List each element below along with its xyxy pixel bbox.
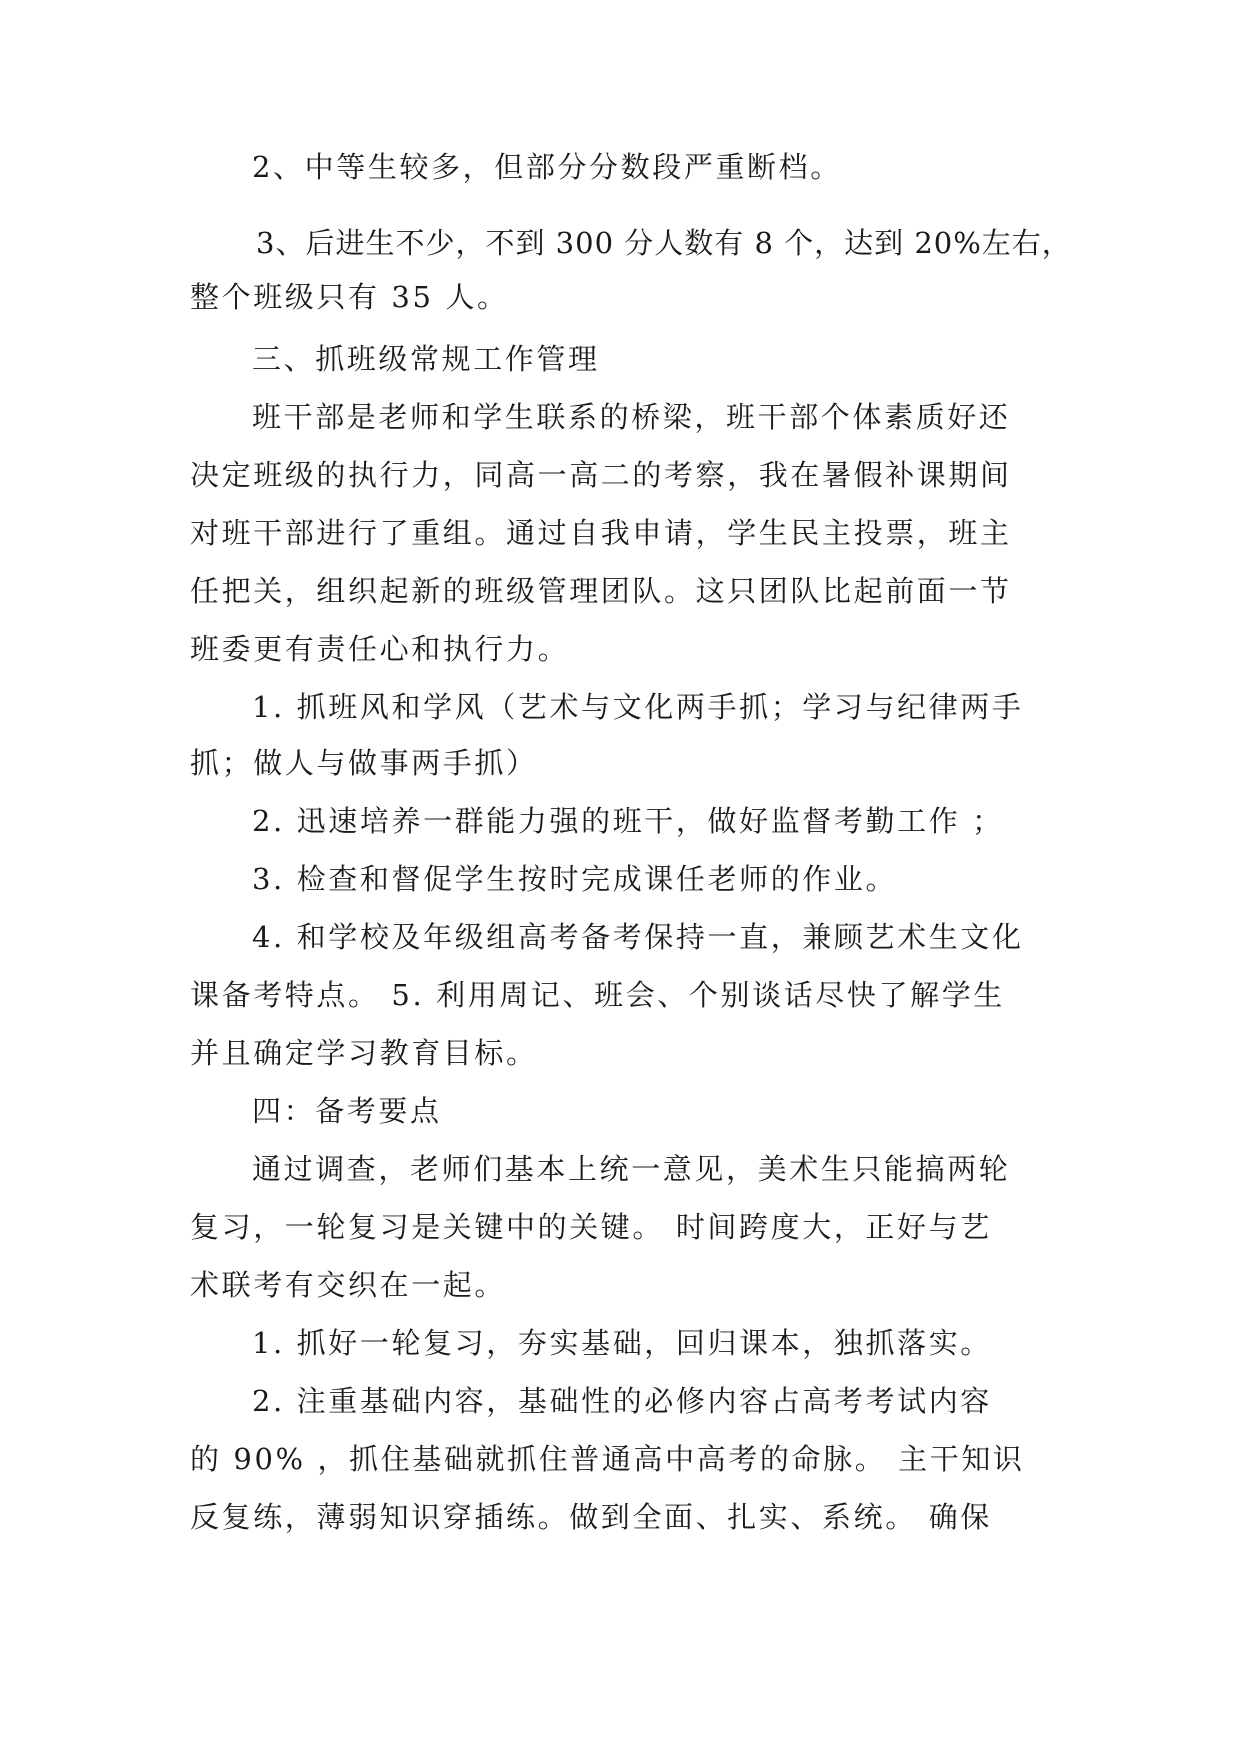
text-line: 反复练，薄弱知识穿插练。做到全面、扎实、系统。 确保 (190, 1500, 992, 1534)
text-line: 班委更有责任心和执行力。 (190, 632, 570, 666)
text-line: 1. 抓好一轮复习，夯实基础，回归课本，独抓落实。 (252, 1326, 992, 1360)
text-line: 3. 检查和督促学生按时完成课任老师的作业。 (252, 862, 898, 896)
text-line: 整个班级只有 35 人。 (190, 280, 509, 314)
text-line: 课备考特点。 5. 利用周记、班会、个别谈话尽快了解学生 (190, 978, 1005, 1012)
text-line: 决定班级的执行力，同高一高二的考察，我在暑假补课期间 (190, 458, 1012, 492)
text-line: 2、中等生较多，但部分分数段严重断档。 (252, 150, 842, 184)
text-line: 4. 和学校及年级组高考备考保持一直，兼顾艺术生文化 (252, 920, 1024, 954)
text-line: 的 90% ，抓住基础就抓住普通高中高考的命脉。 主干知识 (190, 1442, 1025, 1476)
text-line: 任把关，组织起新的班级管理团队。这只团队比起前面一节 (190, 574, 1012, 608)
text-line: 对班干部进行了重组。通过自我申请，学生民主投票，班主 (190, 516, 1012, 550)
text-line: 复习，一轮复习是关键中的关键。 时间跨度大，正好与艺 (190, 1210, 992, 1244)
text-line: 四：备考要点 (252, 1094, 442, 1128)
text-line: 术联考有交织在一起。 (190, 1268, 507, 1302)
text-line: 并且确定学习教育目标。 (190, 1036, 538, 1070)
text-line: 2. 迅速培养一群能力强的班干，做好监督考勤工作 ； (252, 804, 1004, 838)
text-line: 三、抓班级常规工作管理 (252, 342, 600, 376)
text-line: 3、后进生不少，不到 300 分人数有 8 个，达到 20%左右， (256, 226, 1072, 260)
text-line: 2. 注重基础内容，基础性的必修内容占高考考试内容 (252, 1384, 992, 1418)
text-line: 通过调查，老师们基本上统一意见，美术生只能搞两轮 (252, 1152, 1011, 1186)
text-line: 1. 抓班风和学风（艺术与文化两手抓；学习与纪律两手 (252, 690, 1024, 724)
text-line: 抓；做人与做事两手抓） (190, 746, 538, 780)
text-line: 班干部是老师和学生联系的桥梁，班干部个体素质好还 (252, 400, 1011, 434)
